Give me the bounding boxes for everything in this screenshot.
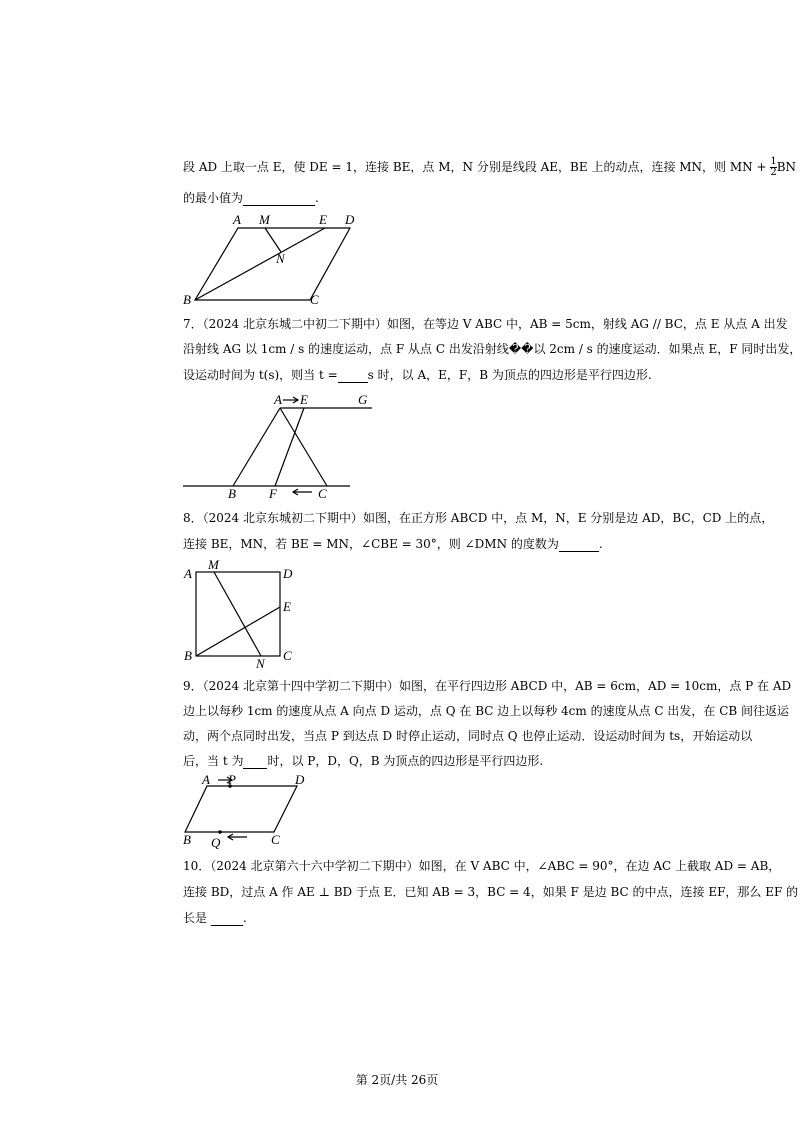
q9-line4: 后，当 t 为 时，以 P，D，Q，B 为顶点的四边形是平行四边形. [183, 754, 544, 768]
q6-line2: 的最小值为 . [183, 191, 319, 205]
answer-blank [211, 913, 243, 926]
figure-8-square [180, 558, 310, 670]
q8-line2: 连接 BE，MN，若 BE = MN，∠CBE = 30°，则 ∠DMN 的度数为 . [183, 537, 603, 551]
label-C: C [283, 648, 292, 663]
label-D: D [283, 566, 293, 581]
answer-blank [243, 756, 267, 769]
label-C: C [318, 486, 327, 501]
label-A: A [274, 392, 282, 407]
answer-blank [338, 370, 368, 383]
figure-7-triangle [180, 390, 380, 500]
answer-blank [559, 539, 599, 552]
q6-line1: 段 AD 上取一点 E，使 DE = 1，连接 BE，点 M，N 分别是线段 AE，BE 上的动点，连接 MN，则 MN + $\frac{1}{2}$ BN [183, 156, 797, 178]
q10-line2: 连接 BD，过点 A 作 AE ⊥ BD 于点 E．已知 AB = 3，BC = 4，如果 F 是边 BC 的中点，连接 EF，那么 EF 的 [183, 885, 799, 899]
label-C: C [271, 832, 280, 847]
label-F: F [269, 486, 277, 501]
q7-line3: 设运动时间为 t(s)，则当 t = s 时，以 A，E，F，B 为顶点的四边形是平行四边形. [183, 368, 652, 382]
label-B: B [183, 292, 191, 307]
q10-line3: 长是 . [183, 911, 247, 925]
label-E: E [319, 212, 327, 227]
q8-line1: 8．（2024 北京东城初二下期中）如图，在正方形 ABCD 中，点 M，N，E 分别是边 AD，BC，CD 上的点， [183, 511, 774, 525]
page-footer: 第 2页/共 26页 [355, 1073, 439, 1087]
label-N: N [276, 251, 285, 266]
label-B: B [228, 486, 236, 501]
label-M: M [259, 212, 270, 227]
fraction-half: $\frac{1}{2}$ [770, 156, 777, 178]
q7-line1: 7．（2024 北京东城二中初二下期中）如图，在等边 V ABC 中，AB = 5cm，射线 AG // BC，点 E 从点 A 出发 [183, 317, 788, 331]
label-M: M [208, 557, 219, 572]
figure-6-parallelogram [180, 210, 380, 310]
q10-line1: 10．（2024 北京第六十六中学初二下期中）如图，在 V ABC 中，∠ABC = 90°，在边 AC 上截取 AD = AB， [183, 859, 781, 873]
q9-line3: 动，两个点同时出发，当点 P 到达点 D 时停止运动，同时点 Q 也停止运动．设运动时间为 ts，开始运动以 [183, 729, 753, 743]
label-A: A [202, 772, 210, 787]
label-D: D [295, 772, 305, 787]
label-D: D [345, 212, 355, 227]
q9-line2: 边上以每秒 1cm 的速度从点 A 向点 D 运动，点 Q 在 BC 边上以每秒 4cm 的速度从点 C 出发，在 CB 间往返运 [183, 704, 790, 718]
label-P: P [228, 772, 236, 787]
answer-blank [243, 193, 315, 206]
q9-line1: 9．（2024 北京第十四中学初二下期中）如图，在平行四边形 ABCD 中，AB = 6cm，AD = 10cm，点 P 在 AD [183, 679, 792, 693]
label-A: A [233, 212, 241, 227]
q7-line2: 沿射线 AG 以 1cm / s 的速度运动，点 F 从点 C 出发沿射线��以 2cm / s 的速度运动．如果点 E，F 同时出发， [183, 342, 801, 356]
label-E: E [283, 599, 291, 614]
figure-9-parallelogram [180, 772, 320, 852]
label-B: B [183, 832, 191, 847]
label-N: N [256, 656, 265, 671]
label-C: C [310, 292, 319, 307]
label-G: G [358, 392, 368, 407]
label-B: B [184, 648, 192, 663]
label-A: A [184, 566, 192, 581]
label-E: E [300, 392, 308, 407]
label-Q: Q [211, 835, 221, 850]
